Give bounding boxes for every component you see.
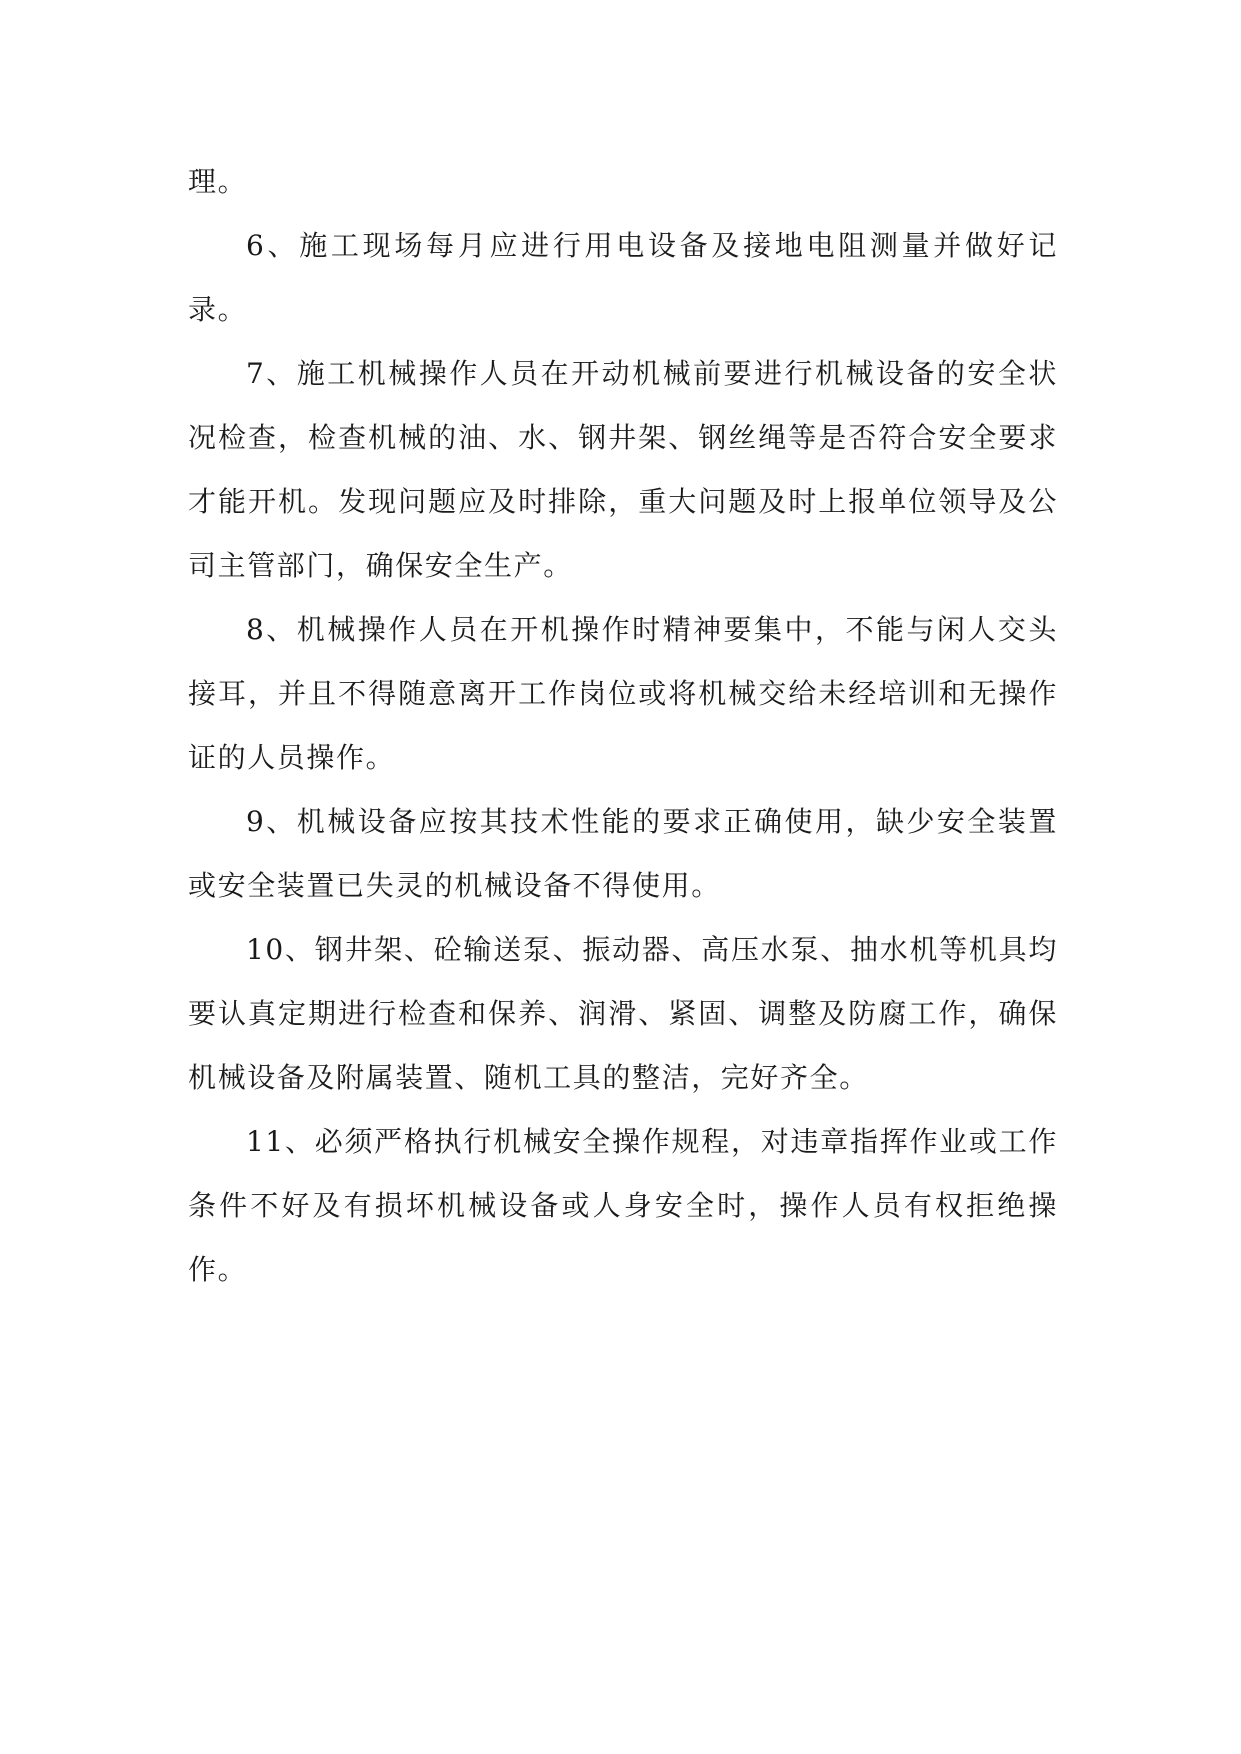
paragraph-item-8: 8、机械操作人员在开机操作时精神要集中，不能与闲人交头接耳，并且不得随意离开工作岗位或将机械交给未经培训和无操作证的人员操作。 <box>188 613 1058 774</box>
paragraph-item-7: 7、施工机械操作人员在开动机械前要进行机械设备的安全状况检查，检查机械的油、水、钢井架、钢丝绳等是否符合安全要求才能开机。发现问题应及时排除，重大问题及时上报单位领导及公司主管部门，确保安全生产。 <box>188 357 1058 582</box>
paragraph-continuation: 理。 <box>188 165 248 198</box>
document-body <box>188 150 1058 1302</box>
paragraph-item-11: 11、必须严格执行机械安全操作规程，对违章指挥作业或工作条件不好及有损坏机械设备或人身安全时，操作人员有权拒绝操作。 <box>188 1125 1058 1286</box>
paragraph-item-6: 6、施工现场每月应进行用电设备及接地电阻测量并做好记录。 <box>188 229 1058 326</box>
paragraph-item-9: 9、机械设备应按其技术性能的要求正确使用，缺少安全装置或安全装置已失灵的机械设备不得使用。 <box>188 805 1058 902</box>
paragraph-item-10: 10、钢井架、砼输送泵、振动器、高压水泵、抽水机等机具均要认真定期进行检查和保养、润滑、紧固、调整及防腐工作，确保机械设备及附属装置、随机工具的整洁，完好齐全。 <box>188 933 1058 1094</box>
